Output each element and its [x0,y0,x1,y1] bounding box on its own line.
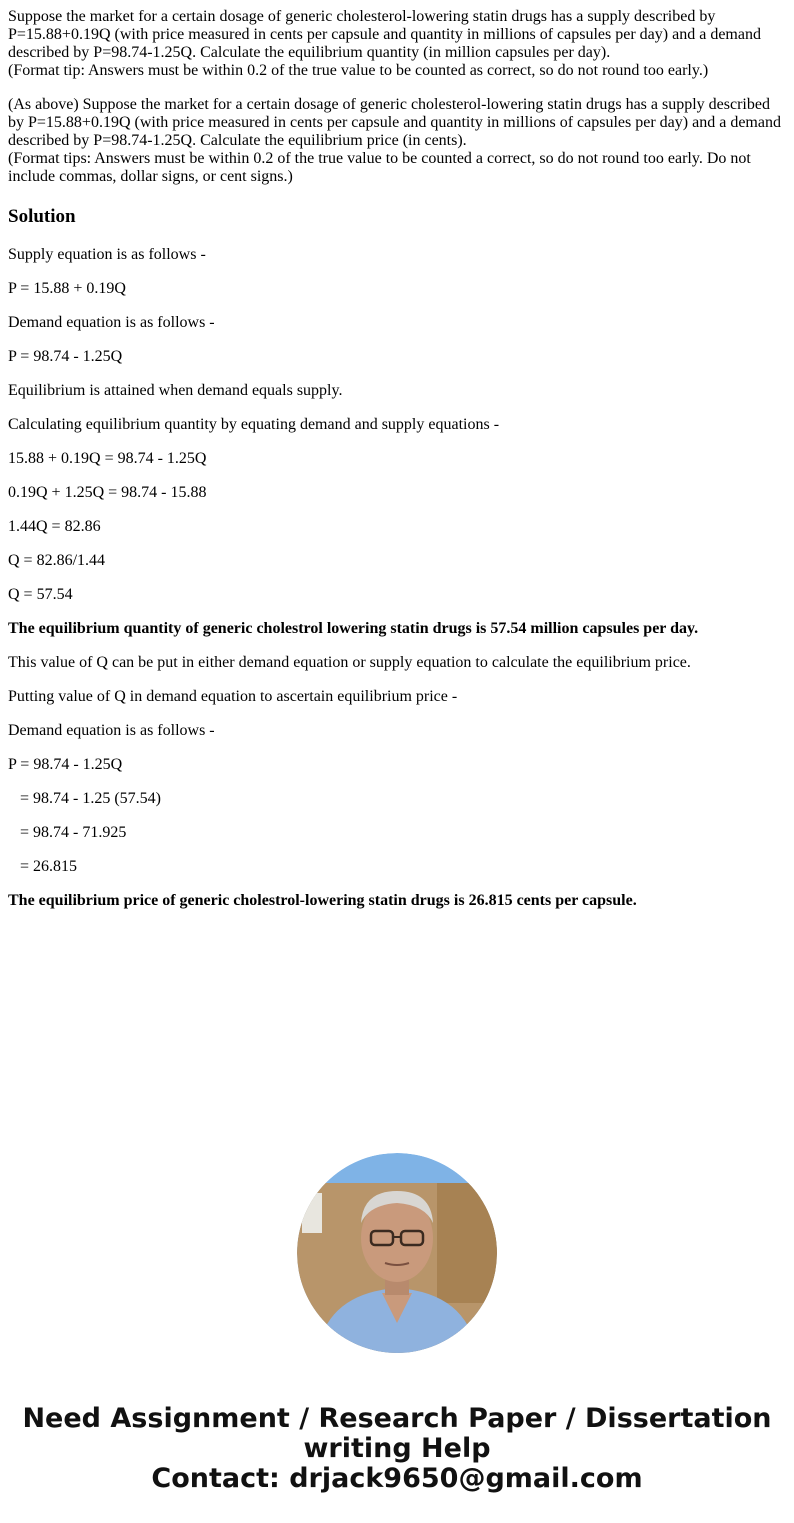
solution-line: Demand equation is as follows - [8,722,215,739]
equation-step: = 98.74 - 71.925 [20,824,127,841]
page-content [8,8,786,926]
equation-step: Q = 57.54 [8,586,73,603]
solution-line: Supply equation is as follows - [8,246,206,263]
footer-line-1: Need Assignment / Research Paper / Dissertation [22,1403,772,1434]
equation-step: P = 98.74 - 1.25Q [8,756,123,773]
equation-step: 15.88 + 0.19Q = 98.74 - 1.25Q [8,450,207,467]
demand-equation: P = 98.74 - 1.25Q [8,348,123,365]
solution-heading: Solution [8,206,76,227]
quantity-conclusion: The equilibrium quantity of generic cholestrol lowering statin drugs is 57.54 million capsules per day. [8,620,699,637]
author-portrait-icon [297,1153,497,1353]
question-2-tip: (Format tips: Answers must be within 0.2 of the true value to be counted a correct, so do not round too early. Do not include commas, dollar signs, or cent signs.) [8,150,751,185]
question-2 [8,96,786,186]
question-1-tip: (Format tip: Answers must be within 0.2 of the true value to be counted as correct, so do not round too early.) [8,62,709,79]
author-avatar [297,1153,497,1353]
solution-line: Calculating equilibrium quantity by equating demand and supply equations - [8,416,500,433]
question-2-text: (As above) Suppose the market for a certain dosage of generic cholesterol-lowering statin drugs has a supply described by P=15.88+0.19Q (with price measured in cents per capsule and quantity in millions of capsules per day) and a demand described by P=98.74-1.25Q. Calculate the equilibrium price (in cents). [8,96,781,149]
question-section [8,8,786,186]
equation-step: 1.44Q = 82.86 [8,518,101,535]
equation-step: Q = 82.86/1.44 [8,552,106,569]
supply-equation: P = 15.88 + 0.19Q [8,280,126,297]
solution-line: This value of Q can be put in either demand equation or supply equation to calculate the equilibrium price. [8,654,691,671]
price-conclusion: The equilibrium price of generic cholestrol-lowering statin drugs is 26.815 cents per capsule. [8,892,637,909]
equation-step: = 98.74 - 1.25 (57.54) [20,790,162,807]
solution-line: Demand equation is as follows - [8,314,215,331]
equation-step: = 26.815 [20,858,78,875]
question-1-text: Suppose the market for a certain dosage of generic cholesterol-lowering statin drugs has a supply described by P=15.88+0.19Q (with price measured in cents per capsule and quantity in millions of capsules per day) and a demand described by P=98.74-1.25Q. Calculate the equilibrium quantity (in million capsules per day). [8,8,761,61]
solution-body [8,246,786,910]
question-1 [8,8,786,80]
footer-line-2: writing Help [303,1433,491,1464]
footer-contact-email: Contact: drjack9650@gmail.com [151,1463,643,1494]
solution-line: Equilibrium is attained when demand equals supply. [8,382,343,399]
solution-line: Putting value of Q in demand equation to ascertain equilibrium price - [8,688,458,705]
equation-step: 0.19Q + 1.25Q = 98.74 - 15.88 [8,484,207,501]
contact-footer [0,1404,794,1494]
